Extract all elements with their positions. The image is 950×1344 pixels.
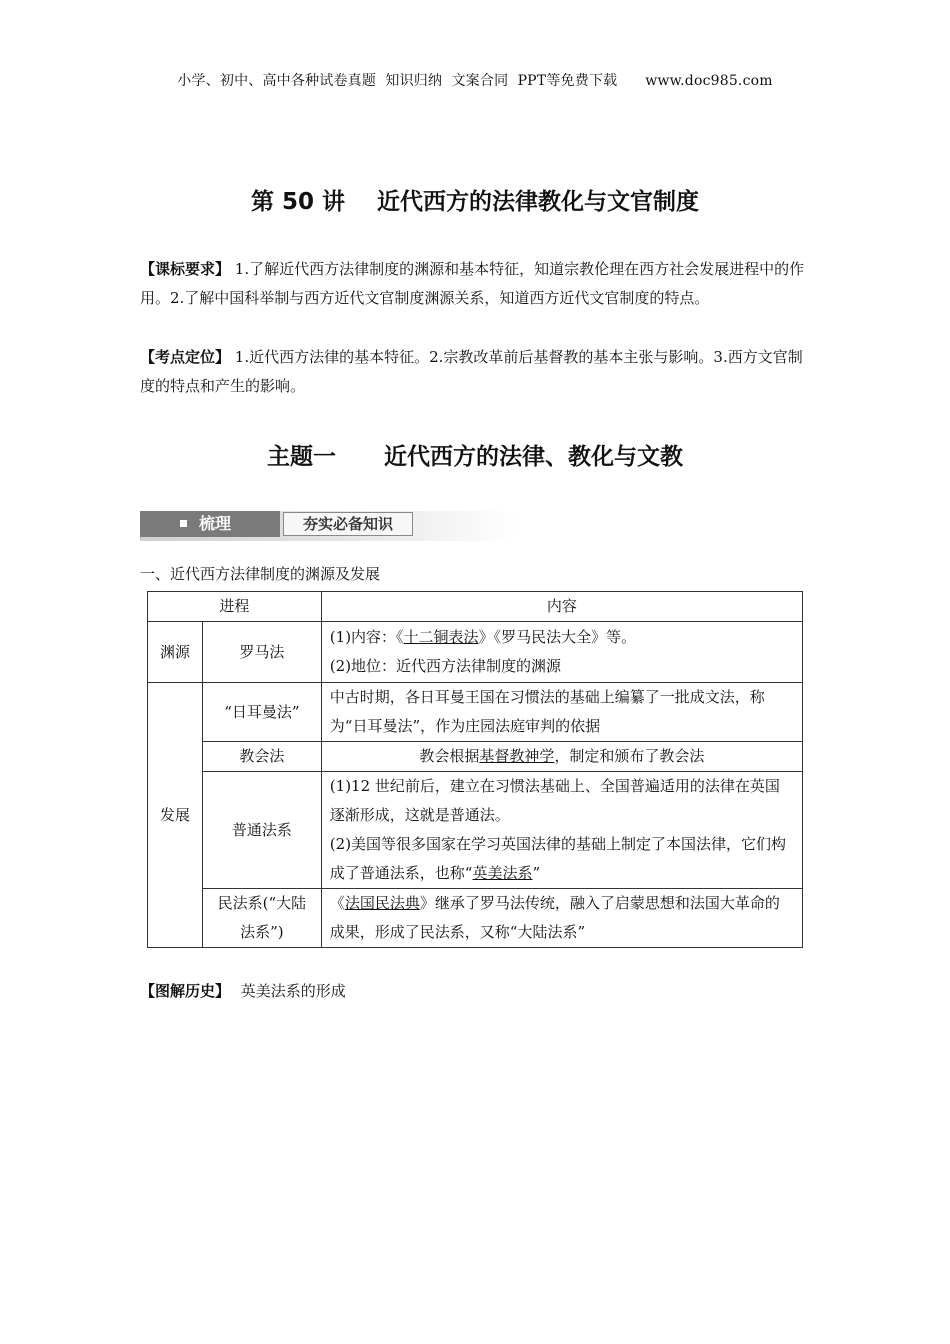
civil-post: 》继承了罗马法传统，融入了启蒙思想和法国大革命的成果，形成了民法系，又称“大陆法系” bbox=[329, 894, 780, 941]
common-c2-underline: 英美法系 bbox=[472, 864, 533, 882]
table-row bbox=[148, 772, 803, 889]
canon-law-content bbox=[321, 742, 802, 772]
table-row bbox=[148, 889, 803, 948]
civil-law-label: 民法系(“大陆法系”) bbox=[202, 889, 321, 948]
section-heading: 一、近代西方法律制度的渊源及发展 bbox=[140, 565, 381, 583]
table-row bbox=[148, 622, 803, 683]
common-law-content bbox=[321, 772, 802, 889]
roman-law-content bbox=[321, 622, 802, 683]
table-row bbox=[148, 742, 803, 772]
common-c2-post: ” bbox=[532, 864, 541, 882]
topic-heading: 主题一 近代西方的法律、教化与文教 bbox=[266, 444, 684, 470]
page-header: 小学、初中、高中各种试卷真题 知识归纳 文案合同 PPT等免费下载 www.doc985.com bbox=[177, 73, 773, 89]
canon-law-label: 教会法 bbox=[202, 742, 321, 772]
illustration-caption bbox=[140, 980, 346, 1001]
square-icon bbox=[180, 520, 187, 527]
header-content: 内容 bbox=[321, 592, 802, 622]
law-origin-table bbox=[147, 591, 803, 948]
table-row bbox=[148, 683, 803, 742]
illustration-text: 英美法系的形成 bbox=[240, 982, 346, 1000]
curriculum-requirements bbox=[140, 255, 810, 313]
civil-law-content bbox=[321, 889, 802, 948]
requirements-text: 1.了解近代西方法律制度的渊源和基本特征，知道宗教伦理在西方社会发展进程中的作用。2.了解中国科举制与西方近代文官制度渊源关系，知道西方近代文官制度的特点。 bbox=[140, 260, 805, 307]
common-c2-pre: (2)美国等很多国家在学习英国法律的基础上制定了本国法律，它们构成了普通法系，也称“ bbox=[329, 835, 787, 882]
banner-label-left bbox=[140, 511, 280, 537]
canon-post: ，制定和颁布了教会法 bbox=[554, 747, 705, 765]
roman-c1-underline: 十二铜表法 bbox=[403, 628, 479, 646]
illustration-tag: 【图解历史】 bbox=[140, 982, 231, 1000]
roman-c1-pre: (1)内容：《 bbox=[329, 628, 404, 646]
requirements-tag: 【课标要求】 bbox=[140, 260, 231, 278]
roman-law-label: 罗马法 bbox=[202, 622, 321, 683]
header-process: 进程 bbox=[148, 592, 322, 622]
roman-c2: (2)地位：近代西方法律制度的渊源 bbox=[329, 657, 562, 675]
origin-label: 渊源 bbox=[148, 622, 203, 683]
canon-pre: 教会根据 bbox=[419, 747, 480, 765]
exam-points-tag: 【考点定位】 bbox=[140, 348, 231, 366]
exam-points bbox=[140, 343, 810, 401]
roman-c1-post: 》《罗马民法大全》等。 bbox=[478, 628, 637, 646]
canon-underline: 基督教神学 bbox=[479, 747, 555, 765]
exam-points-text: 1.近代西方法律的基本特征。2.宗教改革前后基督教的基本主张与影响。3.西方文官制度的特点和产生的影响。 bbox=[140, 348, 803, 395]
common-law-label: 普通法系 bbox=[202, 772, 321, 889]
lecture-title: 第 50 讲 近代西方的法律教化与文官制度 bbox=[250, 189, 700, 215]
banner-label-right: 夯实必备知识 bbox=[283, 512, 413, 536]
table-header-row bbox=[148, 592, 803, 622]
germanic-law-label: “日耳曼法” bbox=[202, 683, 321, 742]
civil-underline: 法国民法典 bbox=[344, 894, 420, 912]
section-banner bbox=[140, 511, 518, 541]
common-c1: (1)12 世纪前后，建立在习惯法基础上、全国普遍适用的法律在英国逐渐形成，这就是普通法。 bbox=[329, 777, 780, 824]
banner-left-text: 梳理 bbox=[199, 514, 232, 533]
germanic-law-content: 中古时期，各日耳曼王国在习惯法的基础上编纂了一批成文法，称为“日耳曼法”，作为庄园法庭审判的依据 bbox=[321, 683, 802, 742]
civil-pre: 《 bbox=[329, 894, 345, 912]
develop-label: 发展 bbox=[148, 683, 203, 948]
